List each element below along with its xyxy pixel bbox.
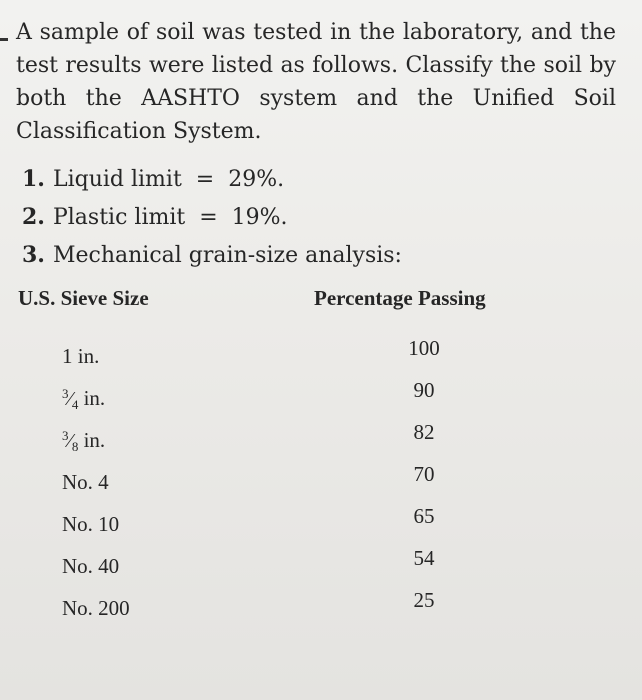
problem-statement [16, 16, 616, 148]
percent-passing-cell: 65 [413, 504, 435, 528]
percent-passing-cell: 70 [413, 462, 435, 486]
table-row [0, 462, 642, 504]
sieve-unit: in. [83, 386, 106, 410]
item-label: Liquid limit [52, 167, 182, 192]
fraction-numerator: 3 [62, 386, 69, 401]
item-number: 3. [22, 242, 45, 268]
item-number: 2. [22, 204, 45, 230]
item-value: 19%. [231, 205, 288, 230]
given-item-liquid-limit [22, 160, 402, 198]
percent-passing-cell: 90 [413, 378, 435, 402]
given-item-plastic-limit [22, 198, 402, 236]
fraction-denominator: 8 [71, 439, 79, 454]
sieve-unit: in. [83, 428, 106, 452]
problem-text: A sample of soil was tested in the laboratory, and the test results were listed as follows. Classify the soil by both the AASHTO system and the Unified Soil Classification System. [16, 20, 616, 144]
margin-marker [0, 38, 8, 41]
sieve-size-cell: No. 4 [62, 470, 109, 494]
percent-passing-cell: 54 [413, 546, 435, 570]
item-label: Plastic limit [52, 205, 186, 230]
percent-passing-cell: 25 [413, 588, 435, 612]
item-number: 1. [22, 166, 45, 192]
equals-sign: = [195, 167, 215, 192]
sieve-size-cell: No. 200 [62, 596, 130, 620]
table-row [0, 504, 642, 546]
sieve-size-cell: No. 40 [62, 554, 120, 578]
given-data-list [22, 160, 402, 274]
table-row [0, 336, 642, 378]
sieve-table [0, 336, 642, 630]
table-row [0, 420, 642, 462]
percent-passing-cell: 82 [413, 420, 435, 444]
column-header-percentage-passing: Percentage Passing [314, 286, 486, 310]
table-row [0, 546, 642, 588]
table-row [0, 588, 642, 630]
column-header-sieve-size: U.S. Sieve Size [18, 286, 149, 310]
fraction-numerator: 3 [62, 428, 69, 443]
percent-passing-cell: 100 [408, 336, 440, 360]
fraction-denominator: 4 [71, 397, 79, 412]
sieve-size-cell: No. 10 [62, 512, 120, 536]
sieve-size-cell: 1 in. [62, 344, 100, 368]
given-item-grain-size [22, 236, 402, 274]
item-label: Mechanical grain-size analysis: [52, 243, 402, 268]
sieve-size-cell: $^3⁄_8$ in. [62, 428, 106, 454]
sieve-size-cell: $^3⁄_4$ in. [62, 386, 106, 412]
equals-sign: = [199, 205, 218, 230]
item-value: 29%. [228, 167, 285, 192]
table-row [0, 378, 642, 420]
